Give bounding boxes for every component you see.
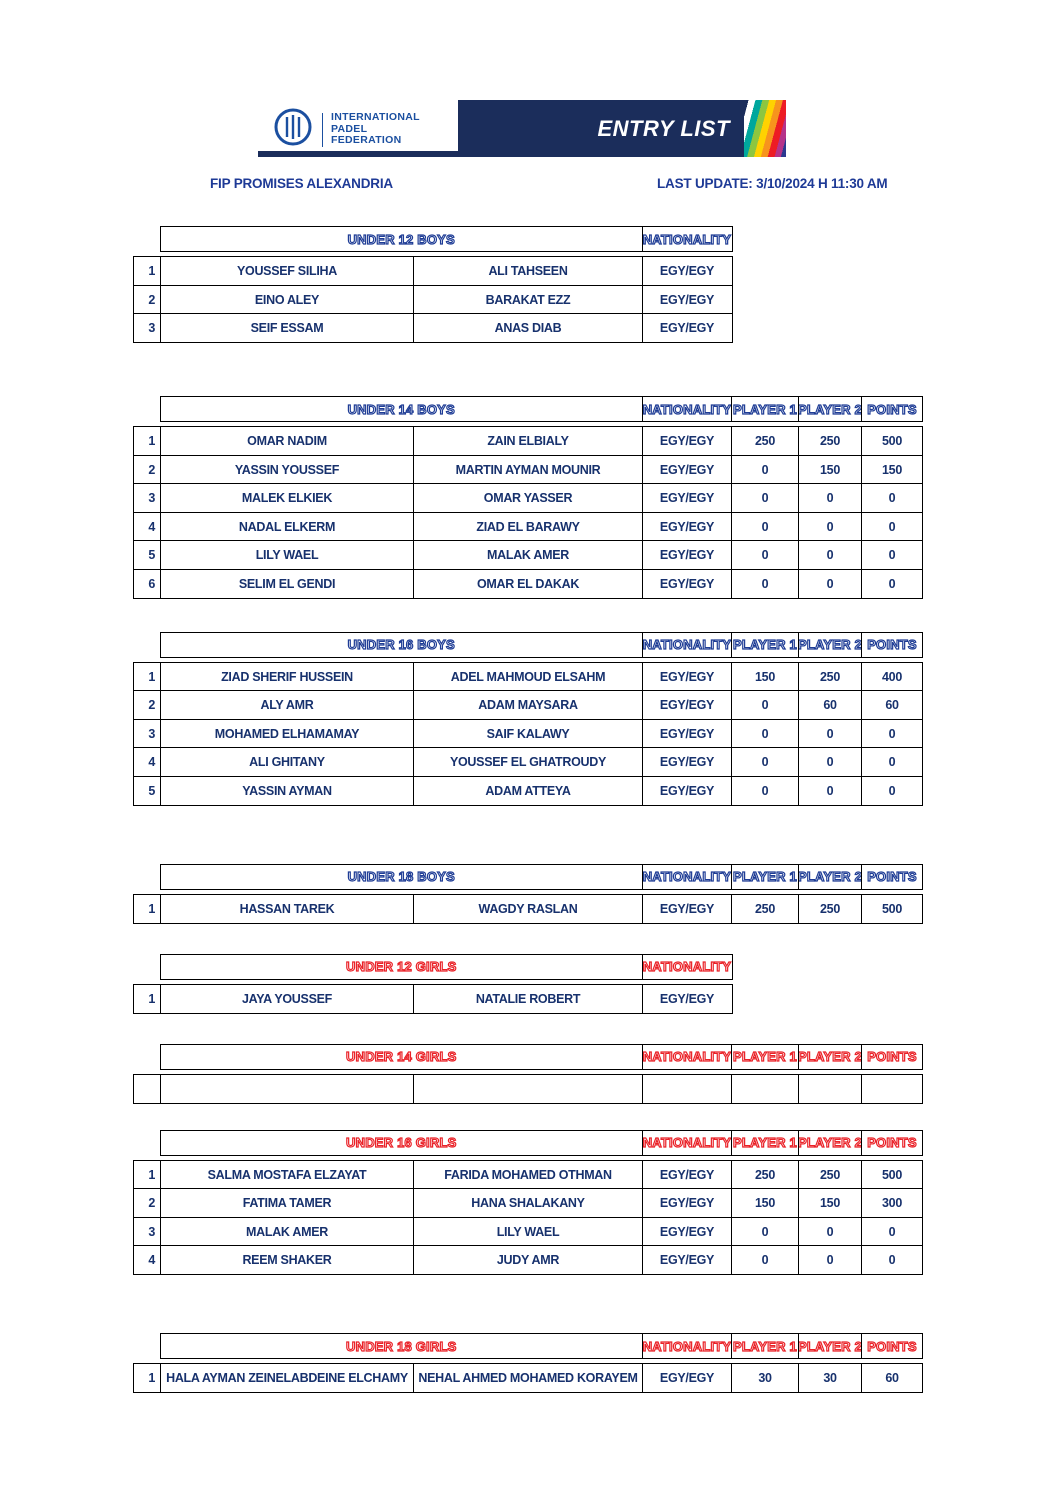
column-header-player2: PLAYER 2 [798, 396, 863, 422]
column-header-nationality: NATIONALITY [642, 632, 733, 658]
column-header-player1: PLAYER 1 [731, 1044, 799, 1070]
nationality: EGY/EGY [642, 894, 733, 924]
ipf-logo-text [331, 112, 420, 147]
table-row [133, 719, 953, 749]
total-points: 0 [861, 540, 923, 570]
player-two-points: 0 [798, 719, 863, 749]
column-header-player2: PLAYER 2 [798, 1333, 863, 1359]
column-header-player2: PLAYER 2 [798, 632, 863, 658]
category-table [133, 1130, 953, 1276]
nationality: EGY/EGY [642, 776, 733, 806]
player-one-points: 30 [731, 1363, 799, 1393]
player-two-points: 250 [798, 426, 863, 456]
column-header-nationality: NATIONALITY [642, 1130, 733, 1156]
table-header-row [160, 226, 954, 252]
row-number: 6 [133, 569, 161, 599]
player-one-points: 0 [731, 569, 799, 599]
player-two-name: ALI TAHSEEN [413, 256, 643, 286]
total-points: 0 [861, 719, 923, 749]
nationality: EGY/EGY [642, 569, 733, 599]
player-one-points: 150 [731, 1188, 799, 1218]
last-update-timestamp: LAST UPDATE: 3/10/2024 H 11:30 AM [657, 176, 888, 191]
table-title: UNDER 12 BOYS [160, 226, 644, 252]
column-header-player2: PLAYER 2 [798, 864, 863, 890]
player-two-points: 0 [798, 512, 863, 542]
table-title: UNDER 18 BOYS [160, 864, 644, 890]
logo-line-1: INTERNATIONAL [331, 111, 420, 124]
player-one-name [160, 1074, 415, 1104]
player-one-name: YASSIN YOUSSEF [160, 455, 415, 485]
nationality: EGY/EGY [642, 1363, 733, 1393]
player-two-name: NATALIE ROBERT [413, 984, 643, 1014]
player-one-name: YOUSSEF SILIHA [160, 256, 415, 286]
table-row [133, 1217, 953, 1247]
player-two-points: 0 [798, 776, 863, 806]
player-one-points: 0 [731, 747, 799, 777]
banner-color-stripes [744, 100, 786, 157]
table-title: UNDER 12 GIRLS [160, 954, 644, 980]
player-two-name: LILY WAEL [413, 1217, 643, 1247]
player-one-name: SALMA MOSTAFA ELZAYAT [160, 1160, 415, 1190]
category-table [133, 632, 953, 806]
player-one-points [731, 1074, 799, 1104]
column-header-nationality: NATIONALITY [642, 396, 733, 422]
nationality: EGY/EGY [642, 426, 733, 456]
table-title: UNDER 14 GIRLS [160, 1044, 644, 1070]
category-table [133, 954, 953, 1014]
table-header-row [160, 954, 954, 980]
player-two-name: MALAK AMER [413, 540, 643, 570]
row-number: 4 [133, 1245, 161, 1275]
ipf-logo-icon [272, 106, 314, 153]
column-header-nationality: NATIONALITY [642, 954, 733, 980]
table-row [133, 512, 953, 542]
row-number: 1 [133, 426, 161, 456]
nationality: EGY/EGY [642, 540, 733, 570]
column-header-player2: PLAYER 2 [798, 1130, 863, 1156]
table-row [133, 483, 953, 513]
nationality: EGY/EGY [642, 313, 733, 343]
player-one-name: OMAR NADIM [160, 426, 415, 456]
player-one-name: MALEK ELKIEK [160, 483, 415, 513]
player-two-points: 0 [798, 1217, 863, 1247]
player-two-points: 0 [798, 540, 863, 570]
player-one-name: JAYA YOUSSEF [160, 984, 415, 1014]
category-table [133, 396, 953, 599]
column-header-points: POINTS [861, 864, 923, 890]
logo-line-2: PADEL [331, 122, 368, 135]
column-header-player2: PLAYER 2 [798, 1044, 863, 1070]
row-number: 3 [133, 483, 161, 513]
player-one-points: 0 [731, 540, 799, 570]
player-two-name: WAGDY RASLAN [413, 894, 643, 924]
player-two-points: 0 [798, 1245, 863, 1275]
player-one-points: 0 [731, 1217, 799, 1247]
column-header-player1: PLAYER 1 [731, 632, 799, 658]
player-one-points: 0 [731, 512, 799, 542]
row-number: 2 [133, 455, 161, 485]
table-row [133, 1363, 953, 1393]
column-header-points: POINTS [861, 1130, 923, 1156]
table-title: UNDER 16 BOYS [160, 632, 644, 658]
table-row [133, 747, 953, 777]
row-number: 3 [133, 719, 161, 749]
banner-navy-bar [458, 100, 786, 157]
player-one-points: 0 [731, 776, 799, 806]
player-two-name: ADAM MAYSARA [413, 690, 643, 720]
player-two-name: BARAKAT EZZ [413, 285, 643, 315]
column-header-points: POINTS [861, 632, 923, 658]
nationality: EGY/EGY [642, 662, 733, 692]
event-title: FIP PROMISES ALEXANDRIA [210, 176, 393, 191]
player-one-points: 250 [731, 426, 799, 456]
nationality: EGY/EGY [642, 1188, 733, 1218]
player-one-name: NADAL ELKERM [160, 512, 415, 542]
player-two-name: SAIF KALAWY [413, 719, 643, 749]
total-points: 0 [861, 1217, 923, 1247]
player-one-name: REEM SHAKER [160, 1245, 415, 1275]
column-header-player1: PLAYER 1 [731, 396, 799, 422]
player-two-name: ZIAD EL BARAWY [413, 512, 643, 542]
column-header-nationality: NATIONALITY [642, 1044, 733, 1070]
player-two-name: ADAM ATTEYA [413, 776, 643, 806]
ipf-logo [272, 106, 420, 153]
table-header-row [160, 1044, 954, 1070]
player-two-name: MARTIN AYMAN MOUNIR [413, 455, 643, 485]
table-row [133, 285, 953, 315]
total-points: 0 [861, 569, 923, 599]
nationality: EGY/EGY [642, 455, 733, 485]
table-row [133, 776, 953, 806]
row-number: 2 [133, 690, 161, 720]
table-title: UNDER 18 GIRLS [160, 1333, 644, 1359]
player-one-name: MALAK AMER [160, 1217, 415, 1247]
nationality: EGY/EGY [642, 1160, 733, 1190]
player-one-points: 0 [731, 719, 799, 749]
table-row [133, 894, 953, 924]
row-number: 1 [133, 984, 161, 1014]
total-points: 500 [861, 894, 923, 924]
total-points: 0 [861, 776, 923, 806]
column-header-player1: PLAYER 1 [731, 1130, 799, 1156]
player-two-points: 250 [798, 1160, 863, 1190]
row-number: 1 [133, 1160, 161, 1190]
row-number: 1 [133, 1363, 161, 1393]
player-one-name: LILY WAEL [160, 540, 415, 570]
player-two-points: 30 [798, 1363, 863, 1393]
nationality: EGY/EGY [642, 747, 733, 777]
nationality: EGY/EGY [642, 512, 733, 542]
player-one-name: MOHAMED ELHAMAMAY [160, 719, 415, 749]
player-one-name: ALY AMR [160, 690, 415, 720]
nationality: EGY/EGY [642, 1245, 733, 1275]
player-one-name: FATIMA TAMER [160, 1188, 415, 1218]
player-two-points: 0 [798, 569, 863, 599]
column-header-points: POINTS [861, 1333, 923, 1359]
player-two-name: FARIDA MOHAMED OTHMAN [413, 1160, 643, 1190]
player-two-points: 250 [798, 894, 863, 924]
entry-list-title: ENTRY LIST [597, 115, 730, 141]
nationality: EGY/EGY [642, 690, 733, 720]
table-row [133, 1160, 953, 1190]
player-two-name: OMAR YASSER [413, 483, 643, 513]
entry-list-banner [258, 100, 786, 157]
column-header-player1: PLAYER 1 [731, 1333, 799, 1359]
player-one-name: SEIF ESSAM [160, 313, 415, 343]
player-one-name: ZIAD SHERIF HUSSEIN [160, 662, 415, 692]
row-number: 2 [133, 285, 161, 315]
total-points: 500 [861, 1160, 923, 1190]
table-row [133, 426, 953, 456]
column-header-nationality: NATIONALITY [642, 226, 733, 252]
row-number: 1 [133, 894, 161, 924]
player-one-points: 0 [731, 690, 799, 720]
player-two-points [798, 1074, 863, 1104]
row-number: 3 [133, 1217, 161, 1247]
nationality: EGY/EGY [642, 483, 733, 513]
column-header-nationality: NATIONALITY [642, 864, 733, 890]
category-table [133, 226, 953, 343]
row-number: 4 [133, 747, 161, 777]
row-number: 5 [133, 776, 161, 806]
row-number: 1 [133, 662, 161, 692]
row-number: 1 [133, 256, 161, 286]
table-header-row [160, 1130, 954, 1156]
total-points: 60 [861, 690, 923, 720]
category-table [133, 1333, 953, 1393]
nationality [642, 1074, 733, 1104]
table-row [133, 455, 953, 485]
category-table [133, 864, 953, 924]
row-number: 5 [133, 540, 161, 570]
player-two-name: OMAR EL DAKAK [413, 569, 643, 599]
logo-divider [322, 113, 323, 147]
table-row [133, 1074, 953, 1104]
nationality: EGY/EGY [642, 285, 733, 315]
nationality: EGY/EGY [642, 719, 733, 749]
player-one-points: 250 [731, 894, 799, 924]
total-points [861, 1074, 923, 1104]
logo-line-3: FEDERATION [331, 134, 402, 147]
column-header-points: POINTS [861, 1044, 923, 1070]
row-number [133, 1074, 161, 1104]
total-points: 400 [861, 662, 923, 692]
table-header-row [160, 864, 954, 890]
player-one-name: YASSIN AYMAN [160, 776, 415, 806]
category-table [133, 1044, 953, 1104]
table-row [133, 569, 953, 599]
player-two-points: 0 [798, 747, 863, 777]
player-two-name: HANA SHALAKANY [413, 1188, 643, 1218]
player-two-name: YOUSSEF EL GHATROUDY [413, 747, 643, 777]
player-two-name: JUDY AMR [413, 1245, 643, 1275]
player-two-points: 0 [798, 483, 863, 513]
player-two-points: 250 [798, 662, 863, 692]
table-row [133, 1188, 953, 1218]
table-header-row [160, 632, 954, 658]
total-points: 300 [861, 1188, 923, 1218]
player-one-points: 0 [731, 483, 799, 513]
column-header-nationality: NATIONALITY [642, 1333, 733, 1359]
table-title: UNDER 14 BOYS [160, 396, 644, 422]
player-two-name: ADEL MAHMOUD ELSAHM [413, 662, 643, 692]
player-one-points: 150 [731, 662, 799, 692]
player-one-name: HALA AYMAN ZEINELABDEINE ELCHAMY [160, 1363, 415, 1393]
player-two-points: 60 [798, 690, 863, 720]
nationality: EGY/EGY [642, 984, 733, 1014]
table-row [133, 540, 953, 570]
player-one-name: SELIM EL GENDI [160, 569, 415, 599]
player-one-points: 250 [731, 1160, 799, 1190]
total-points: 500 [861, 426, 923, 456]
player-two-name: NEHAL AHMED MOHAMED KORAYEM [413, 1363, 643, 1393]
player-two-points: 150 [798, 455, 863, 485]
table-row [133, 690, 953, 720]
table-title: UNDER 16 GIRLS [160, 1130, 644, 1156]
player-one-points: 0 [731, 1245, 799, 1275]
row-number: 3 [133, 313, 161, 343]
column-header-points: POINTS [861, 396, 923, 422]
total-points: 0 [861, 512, 923, 542]
table-row [133, 256, 953, 286]
player-one-name: HASSAN TAREK [160, 894, 415, 924]
table-row [133, 984, 953, 1014]
player-two-name: ZAIN ELBIALY [413, 426, 643, 456]
total-points: 0 [861, 1245, 923, 1275]
table-row [133, 313, 953, 343]
total-points: 0 [861, 483, 923, 513]
table-row [133, 662, 953, 692]
tables-area [133, 226, 953, 1393]
total-points: 150 [861, 455, 923, 485]
player-two-points: 150 [798, 1188, 863, 1218]
table-header-row [160, 396, 954, 422]
total-points: 60 [861, 1363, 923, 1393]
player-one-name: EINO ALEY [160, 285, 415, 315]
row-number: 2 [133, 1188, 161, 1218]
player-one-points: 0 [731, 455, 799, 485]
total-points: 0 [861, 747, 923, 777]
row-number: 4 [133, 512, 161, 542]
player-one-name: ALI GHITANY [160, 747, 415, 777]
nationality: EGY/EGY [642, 1217, 733, 1247]
table-header-row [160, 1333, 954, 1359]
player-two-name [413, 1074, 643, 1104]
nationality: EGY/EGY [642, 256, 733, 286]
column-header-player1: PLAYER 1 [731, 864, 799, 890]
player-two-name: ANAS DIAB [413, 313, 643, 343]
table-row [133, 1245, 953, 1275]
